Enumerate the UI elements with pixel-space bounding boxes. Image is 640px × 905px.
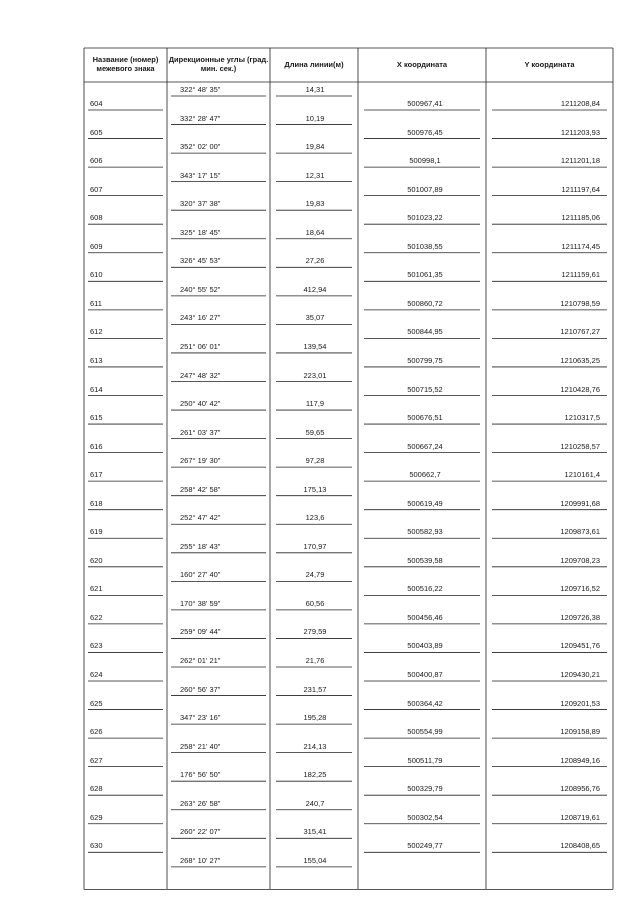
point-name: 625: [90, 698, 103, 708]
segment-length: 214,13: [303, 741, 327, 751]
segment-length: 139,54: [303, 341, 327, 351]
segment-length: 97,28: [305, 456, 325, 466]
segment-length: 412,94: [303, 284, 327, 294]
segment-angle: 267° 19' 30": [180, 456, 221, 466]
header-name: Название (номер) межевого знака: [92, 55, 159, 73]
segment-angle: 252° 47' 42": [180, 513, 221, 523]
segment-angle: 322° 48' 35": [180, 85, 221, 94]
segment-angle: 170° 38' 59": [180, 598, 221, 608]
segment-length: 27,26: [305, 256, 325, 266]
point-x: 500715,52: [407, 384, 443, 394]
header-length: Длина линии(м): [284, 59, 344, 69]
segment-length: 12,31: [305, 170, 325, 180]
point-x: 500249,77: [407, 841, 443, 851]
segment-angle: 240° 55' 52": [180, 284, 221, 294]
point-name: 629: [90, 812, 103, 822]
point-y: 1211197,64: [561, 184, 600, 194]
segment-angle: 247° 48' 32": [180, 370, 221, 380]
point-y: 1209430,21: [560, 670, 600, 679]
point-x: 500799,75: [407, 355, 443, 365]
segment-angle: 263° 26' 58": [180, 798, 221, 808]
point-name: 615: [90, 413, 103, 423]
point-name: 623: [90, 641, 103, 651]
point-x: 500998,1: [409, 156, 441, 166]
point-name: 609: [90, 241, 103, 251]
segment-angle: 176° 56' 50": [180, 770, 221, 780]
header-angle: Дирекционные углы (град. мин. сек.): [168, 55, 269, 73]
point-x: 500511,79: [407, 755, 443, 765]
segment-length: 10,19: [305, 113, 325, 123]
point-x: 500860,72: [407, 298, 443, 308]
point-name: 605: [90, 127, 103, 137]
segment-length: 175,13: [303, 484, 327, 494]
segment-angle: 325° 18' 45": [180, 227, 221, 237]
point-x: 501023,22: [407, 213, 443, 223]
segment-angle: 260° 56' 37": [180, 684, 221, 694]
point-name: 621: [90, 584, 103, 594]
segment-angle: 255° 18' 43": [180, 541, 221, 551]
segment-angle: 347° 23' 16": [180, 713, 221, 723]
segment-length: 195,28: [303, 713, 327, 723]
segment-angle: 268° 10' 27": [180, 855, 221, 865]
point-name: 613: [90, 355, 103, 365]
point-y: 1211201,18: [560, 156, 600, 166]
point-name: 607: [90, 184, 103, 194]
segment-angle: 343° 17' 15": [180, 170, 221, 180]
point-y: 1210635,25: [560, 355, 600, 365]
point-name: 628: [90, 784, 103, 794]
point-name: 611: [90, 298, 102, 308]
point-y: 1209451,76: [560, 641, 600, 651]
point-x: 501061,35: [407, 270, 443, 280]
segment-length: 117,9: [305, 399, 325, 409]
point-x: 500400,87: [407, 670, 443, 679]
header-x: X координата: [396, 59, 448, 69]
point-y: 1208956,76: [560, 784, 600, 794]
point-name: 617: [90, 470, 103, 480]
segment-length: 24,79: [305, 570, 325, 580]
point-x: 500844,95: [407, 327, 443, 337]
segment-length: 59,65: [305, 427, 325, 437]
point-x: 500456,46: [407, 612, 443, 622]
point-y: 1209708,23: [560, 555, 600, 565]
segment-length: 170,97: [303, 541, 327, 551]
point-y: 1209991,68: [560, 498, 600, 508]
point-x: 500667,24: [407, 441, 443, 451]
segment-angle: 251° 06' 01": [180, 341, 221, 351]
point-y: 1209201,53: [560, 698, 600, 708]
segment-length: 223,01: [303, 370, 327, 380]
point-y: 1209873,61: [560, 527, 600, 537]
segment-length: 182,25: [303, 770, 327, 780]
point-x: 500539,58: [407, 555, 443, 565]
segment-angle: 258° 21' 40": [180, 741, 221, 751]
point-y: 1210767,27: [560, 327, 600, 337]
segment-length: 315,41: [303, 827, 327, 837]
segment-length: 123,6: [305, 513, 325, 523]
point-y: 1210798,59: [560, 298, 600, 308]
point-y: 1209716,52: [560, 584, 600, 594]
point-y: 1209158,89: [560, 727, 600, 737]
segment-angle: 160° 27' 40": [180, 570, 221, 580]
point-name: 606: [90, 156, 103, 166]
point-x: 500676,51: [407, 413, 443, 423]
point-x: 501007,89: [407, 184, 443, 194]
point-x: 500967,41: [407, 99, 443, 108]
point-name: 614: [90, 384, 103, 394]
header-y: Y координата: [524, 59, 575, 69]
point-y: 1208408,65: [560, 841, 600, 851]
point-y: 1211208,84: [560, 99, 600, 108]
segment-angle: 250° 40' 42": [180, 399, 221, 409]
point-x: 500403,89: [407, 641, 443, 651]
point-name: 616: [90, 441, 103, 451]
segment-length: 155,04: [303, 855, 327, 865]
point-name: 612: [90, 327, 103, 337]
point-x: 500364,42: [407, 698, 443, 708]
segment-angle: 261° 03' 37": [180, 427, 221, 437]
point-name: 624: [90, 670, 103, 679]
segment-angle: 259° 09' 44": [180, 627, 221, 637]
point-x: 500554,99: [407, 727, 443, 737]
segment-angle: 260° 22' 07": [180, 827, 221, 837]
segment-length: 14,31: [305, 85, 325, 94]
point-y: 1211185,06: [561, 213, 600, 223]
point-name: 622: [90, 612, 103, 622]
point-y: 1211174,45: [561, 241, 600, 251]
point-name: 618: [90, 498, 103, 508]
segment-length: 231,57: [303, 684, 327, 694]
point-y: 1209726,38: [560, 612, 600, 622]
segment-length: 240,7: [305, 798, 325, 808]
segment-angle: 258° 42' 58": [180, 484, 221, 494]
point-x: 500516,22: [407, 584, 443, 594]
segment-length: 35,07: [305, 313, 325, 323]
point-name: 620: [90, 555, 103, 565]
point-y: 1210317,5: [564, 413, 600, 423]
segment-angle: 262° 01' 21": [180, 656, 221, 665]
point-name: 627: [90, 755, 103, 765]
point-x: 500619,49: [407, 498, 443, 508]
segment-length: 21,76: [305, 656, 325, 665]
point-y: 1208949,16: [560, 755, 600, 765]
point-name: 610: [90, 270, 103, 280]
point-y: 1211203,93: [560, 127, 600, 137]
point-name: 630: [90, 841, 103, 851]
segment-angle: 320° 37' 38": [180, 199, 221, 209]
point-x: 500329,79: [407, 784, 443, 794]
point-y: 1210161,4: [564, 470, 600, 480]
segment-length: 18,64: [305, 227, 325, 237]
segment-angle: 332° 28' 47": [180, 113, 221, 123]
segment-length: 279,59: [303, 627, 327, 637]
segment-angle: 243° 16' 27": [180, 313, 221, 323]
point-y: 1208719,61: [560, 812, 600, 822]
point-x: 500662,7: [409, 470, 441, 480]
segment-length: 60,56: [305, 598, 325, 608]
point-y: 1210258,57: [560, 441, 600, 451]
point-name: 608: [90, 213, 103, 223]
segment-length: 19,83: [305, 199, 325, 209]
point-x: 500302,54: [407, 812, 443, 822]
point-x: 500976,45: [407, 127, 443, 137]
point-name: 619: [90, 527, 103, 537]
point-x: 501038,55: [407, 241, 443, 251]
point-name: 604: [90, 99, 103, 108]
segment-length: 19,84: [305, 142, 325, 152]
point-name: 626: [90, 727, 103, 737]
segment-angle: 352° 02' 00": [180, 142, 221, 152]
point-y: 1210428,76: [560, 384, 600, 394]
segment-angle: 326° 45' 53": [180, 256, 221, 266]
point-x: 500582,93: [407, 527, 443, 537]
point-y: 1211159,61: [561, 270, 600, 280]
